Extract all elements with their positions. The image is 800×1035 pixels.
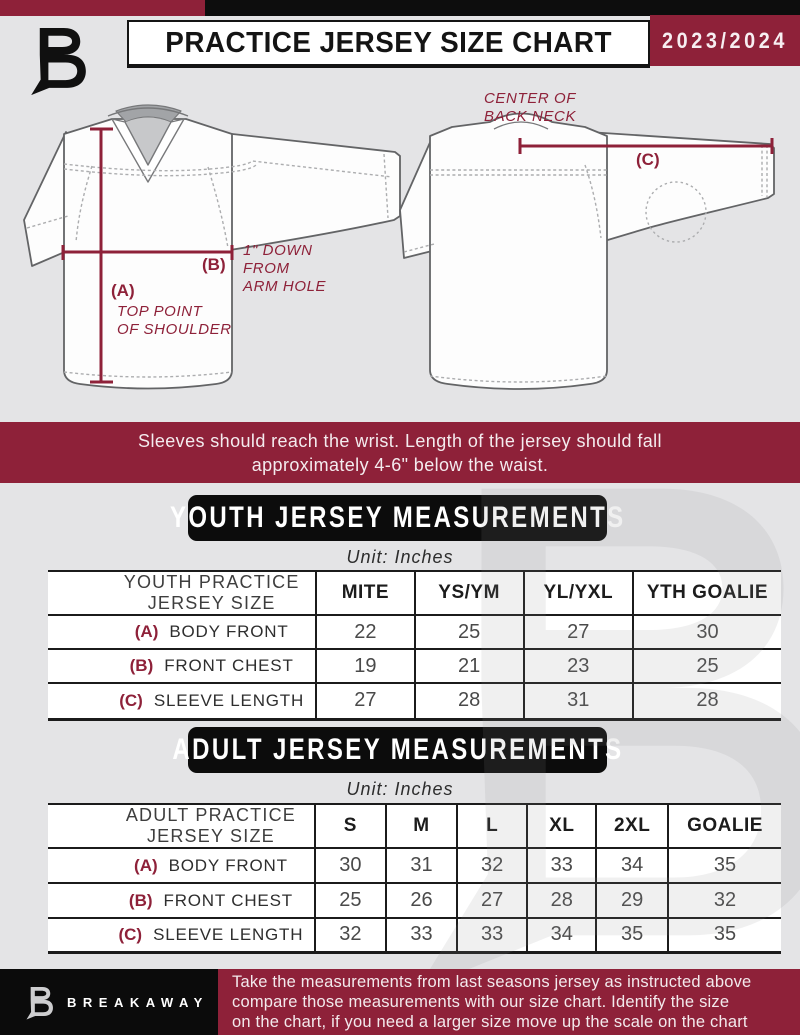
cell-value: 21 [415, 649, 524, 683]
youth-header-size: YOUTH PRACTICE JERSEY SIZE [48, 571, 316, 615]
adult-header-m: M [386, 804, 457, 848]
cell-value: 32 [457, 848, 527, 883]
row-key: (C) [118, 924, 143, 944]
cell-value: 30 [633, 615, 781, 649]
footer-brand-box [0, 969, 218, 1035]
adult-size-table [48, 803, 781, 954]
adult-section-title: ADULT JERSEY MEASUREMENTS [171, 733, 624, 766]
table-row [48, 918, 781, 952]
cell-value: 27 [316, 683, 414, 719]
jersey-diagrams [0, 70, 800, 424]
cell-value: 35 [668, 848, 781, 883]
fit-instructions-banner [0, 422, 800, 483]
row-key: (B) [129, 656, 154, 675]
top-strip-maroon [0, 0, 205, 16]
cell-value: 28 [415, 683, 524, 719]
adult-header-goalie: GOALIE [668, 804, 781, 848]
cell-value: 30 [315, 848, 386, 883]
adult-unit-label: Unit: Inches [346, 779, 454, 799]
youth-header-ysym: YS/YM [415, 571, 524, 615]
cell-value: 22 [316, 615, 414, 649]
row-label: SLEEVE LENGTH [153, 924, 304, 944]
cell-value: 32 [315, 918, 386, 952]
cell-value: 26 [386, 883, 457, 918]
youth-table-header-row [48, 571, 781, 615]
top-point-shoulder-note: TOP POINT OF SHOULDER [117, 303, 232, 338]
table-row [48, 883, 781, 918]
cell-value: 29 [596, 883, 668, 918]
cell-value: 35 [668, 918, 781, 952]
table-row [48, 615, 781, 649]
footer-note-line-3: on the chart, if you need a larger size move up the scale on the chart [232, 1013, 748, 1031]
measure-key-a: (A) [111, 281, 135, 300]
youth-section-title-box [169, 495, 626, 541]
center-back-neck-note: CENTER OF BACK NECK [484, 90, 577, 125]
banner-line-1: Sleeves should reach the wrist. Length of the jersey should fall [138, 430, 662, 451]
youth-size-table [48, 570, 781, 721]
season-badge [650, 15, 800, 66]
top-strip-black [205, 0, 800, 16]
adult-header-l: L [457, 804, 527, 848]
jersey-illustrations [0, 70, 800, 424]
cell-value: 34 [527, 918, 596, 952]
cell-value: 28 [527, 883, 596, 918]
row-label: BODY FRONT [168, 855, 288, 875]
cell-value: 25 [315, 883, 386, 918]
youth-section-title: YOUTH JERSEY MEASUREMENTS [169, 501, 626, 534]
footer-note-line-1: Take the measurements from last seasons jersey as instructed above [232, 973, 752, 991]
cell-value: 33 [527, 848, 596, 883]
banner-line-2: approximately 4-6" below the waist. [251, 454, 549, 475]
row-key: (A) [134, 622, 159, 641]
measure-key-b: (B) [202, 255, 226, 274]
adult-section-title-box [171, 727, 624, 773]
adult-table-header-row [48, 804, 781, 848]
row-label: FRONT CHEST [163, 890, 293, 910]
cell-value: 27 [524, 615, 633, 649]
youth-header-ylyxl: YL/YXL [524, 571, 633, 615]
adult-header-2xl: 2XL [596, 804, 668, 848]
cell-value: 28 [633, 683, 781, 719]
adult-header-xl: XL [527, 804, 596, 848]
table-row [48, 683, 781, 719]
cell-value: 31 [386, 848, 457, 883]
back-body [430, 114, 607, 390]
youth-header-goalie: YTH GOALIE [633, 571, 781, 615]
adult-header-size: ADULT PRACTICE JERSEY SIZE [48, 804, 315, 848]
cell-value: 31 [524, 683, 633, 719]
cell-value: 23 [524, 649, 633, 683]
cell-value: 25 [633, 649, 781, 683]
cell-value: 32 [668, 883, 781, 918]
footer-note-line-2: compare those measurements with our size chart. Identify the size [232, 993, 730, 1011]
footer-brand-name: BREAKAWAY [67, 994, 209, 1010]
cell-value: 34 [596, 848, 668, 883]
season-label: 2023/2024 [662, 27, 788, 53]
row-label: SLEEVE LENGTH [153, 690, 305, 710]
page-title: PRACTICE JERSEY SIZE CHART [165, 26, 612, 59]
row-key: (A) [134, 855, 158, 875]
cell-value: 19 [316, 649, 414, 683]
breakaway-b-icon [24, 984, 54, 1020]
measure-key-c: (C) [636, 150, 660, 169]
cell-value: 33 [457, 918, 527, 952]
row-label: BODY FRONT [169, 622, 289, 641]
row-label: FRONT CHEST [164, 656, 294, 675]
youth-header-mite: MITE [316, 571, 414, 615]
cell-value: 27 [457, 883, 527, 918]
cell-value: 35 [596, 918, 668, 952]
cell-value: 33 [386, 918, 457, 952]
youth-unit-label: Unit: Inches [346, 547, 454, 567]
table-row [48, 848, 781, 883]
adult-header-s: S [315, 804, 386, 848]
page-title-box [127, 20, 650, 68]
arm-hole-note: 1" DOWN FROM ARM HOLE [243, 242, 327, 295]
footer-instructions [218, 969, 800, 1035]
cell-value: 25 [415, 615, 524, 649]
row-key: (C) [119, 690, 143, 710]
row-key: (B) [128, 890, 153, 910]
table-row [48, 649, 781, 683]
